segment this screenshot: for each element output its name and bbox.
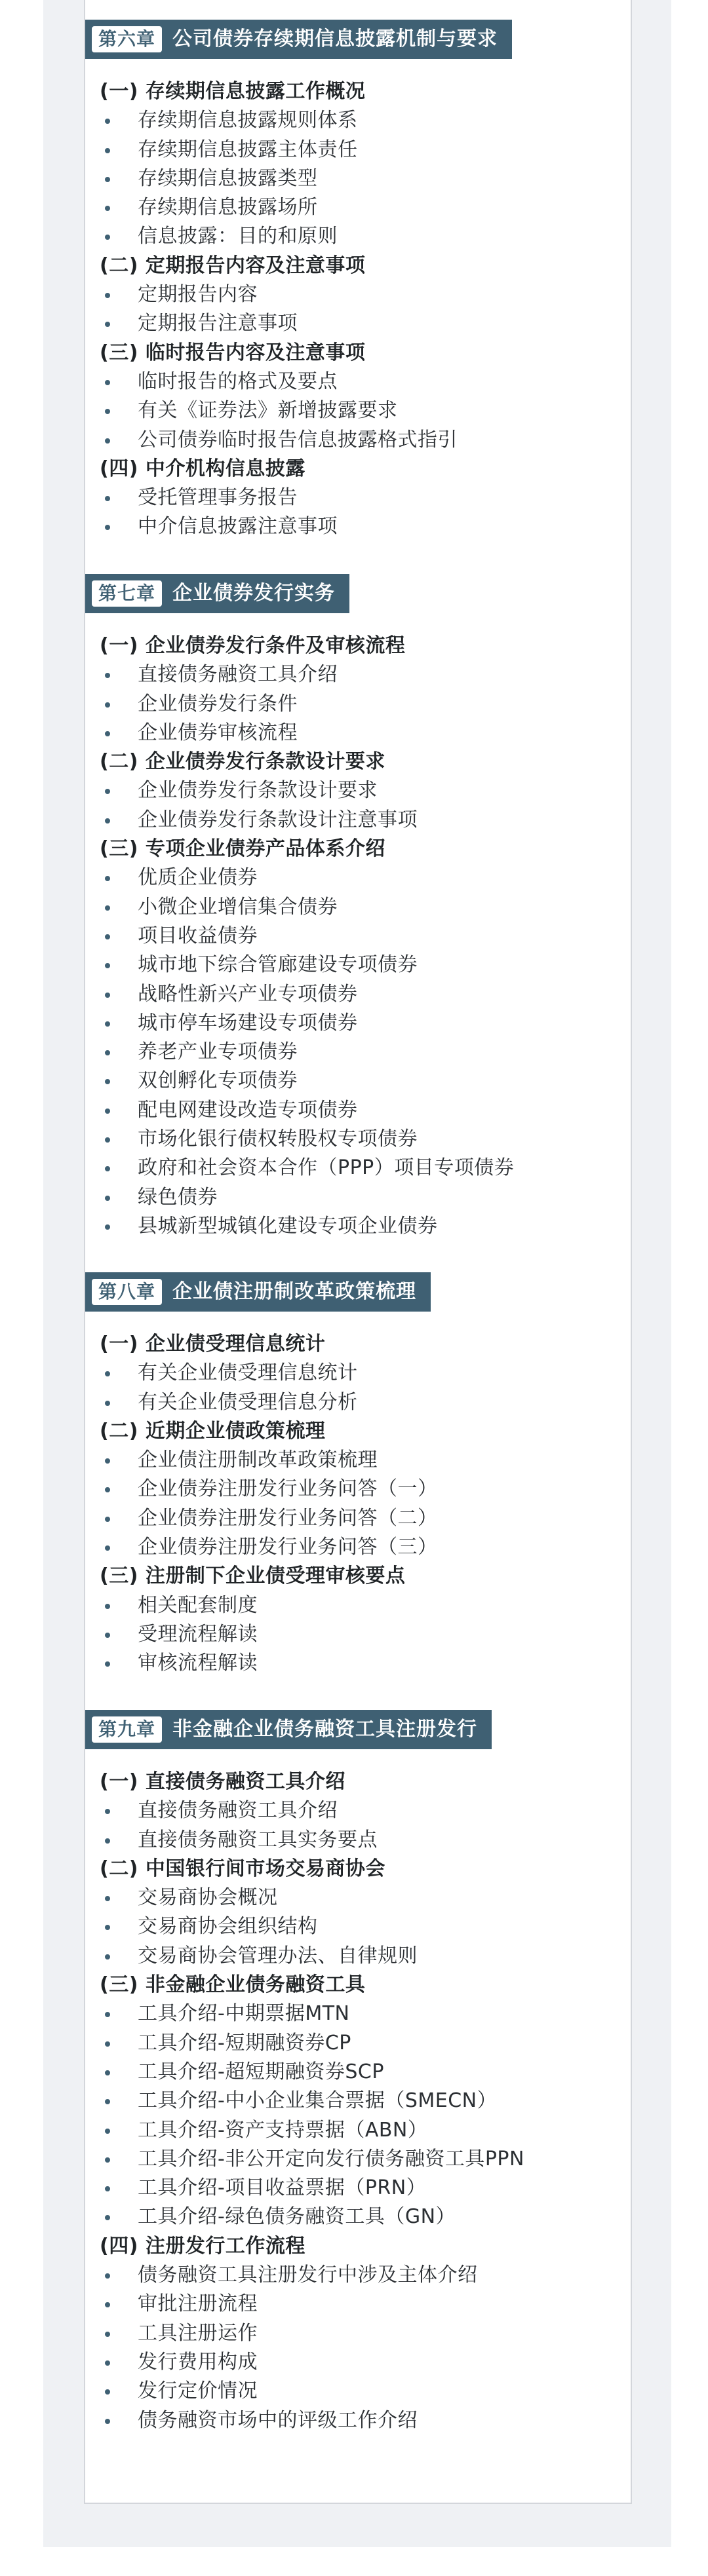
list-item-text: 企业债券发行条款设计要求: [138, 779, 378, 803]
list-item: [100, 690, 633, 719]
list-item: [100, 1038, 633, 1067]
list-item-text: 企业债券发行条件: [138, 692, 298, 715]
bullet-icon: [105, 1224, 110, 1230]
list-item-text: 优质企业债券: [138, 866, 258, 890]
list-item: [100, 1096, 633, 1125]
chapter-banner: [85, 1710, 492, 1749]
bullet-icon: [105, 1633, 110, 1638]
bullet-icon: [105, 496, 110, 501]
list-item-text: 战略性新兴产业专项债券: [138, 982, 358, 1006]
list-item-text: 城市停车场建设专项债券: [138, 1011, 358, 1034]
bullet-icon: [105, 206, 110, 211]
chapter-title: 企业债券发行实务: [172, 582, 336, 605]
bullet-icon: [105, 1050, 110, 1055]
list-item: [100, 2087, 633, 2115]
bullet-icon: [105, 2186, 110, 2191]
list-item: [100, 2348, 633, 2377]
list-item-text: 项目收益债券: [138, 924, 258, 947]
bullet-icon: [105, 1487, 110, 1492]
bullet-icon: [105, 1108, 110, 1114]
section-heading: (二) 中国银行间市场交易商协会: [100, 1857, 385, 1880]
bullet-icon: [105, 905, 110, 911]
bullet-icon: [105, 1954, 110, 1960]
list-item-text: 定期报告注意事项: [138, 312, 298, 335]
list-item-text: 相关配套制度: [138, 1593, 258, 1617]
list-item-text: 企业债券注册发行业务问答（一）: [138, 1477, 438, 1501]
bullet-icon: [105, 1458, 110, 1464]
bullet-icon: [105, 2419, 110, 2424]
bullet-icon: [105, 2360, 110, 2366]
list-item: [100, 922, 633, 951]
list-item: [100, 1504, 633, 1533]
list-item-text: 城市地下综合管廊建设专项债券: [138, 953, 418, 977]
bullet-icon: [105, 1604, 110, 1609]
list-item: [100, 660, 633, 689]
bullet-icon: [105, 438, 110, 444]
bullet-icon: [105, 2041, 110, 2047]
list-item-text: 中介信息披露注意事项: [138, 515, 338, 539]
list-item-text: 存续期信息披露场所: [138, 196, 318, 219]
list-item-text: 定期报告内容: [138, 283, 258, 307]
list-item: [100, 2319, 633, 2348]
list-item: [100, 1388, 633, 1417]
list-item: [100, 980, 633, 1009]
list-item: [100, 1009, 633, 1038]
content-card: [84, 0, 632, 2504]
list-item: [100, 776, 633, 805]
list-item: [100, 2116, 633, 2145]
list-item: [100, 951, 633, 979]
list-item: [100, 106, 633, 135]
list-item: [100, 164, 633, 193]
list-item-text: 有关企业债受理信息分析: [138, 1390, 358, 1414]
chapter-6: [85, 20, 633, 542]
list-item-text: 交易商协会概况: [138, 1886, 278, 1910]
chapter-title: 企业债注册制改革政策梳理: [172, 1280, 417, 1303]
chapter-9: [85, 1710, 633, 2435]
list-item: [100, 309, 633, 338]
list-item-text: 配电网建设改造专项债券: [138, 1098, 358, 1122]
list-item: [100, 1999, 633, 2028]
list-item: [100, 1183, 633, 1212]
chapter-banner: [85, 574, 349, 613]
list-item: [100, 1620, 633, 1649]
list-item-text: 工具介绍-非公开定向发行债务融资工具PPN: [138, 2147, 524, 2170]
bullet-icon: [105, 934, 110, 939]
section-heading: (二) 定期报告内容及注意事项: [100, 254, 366, 277]
bullet-icon: [105, 963, 110, 968]
bullet-icon: [105, 2332, 110, 2337]
bullet-icon: [105, 177, 110, 182]
bullet-icon: [105, 818, 110, 824]
chapter-7: [85, 574, 633, 1241]
list-item: [100, 2377, 633, 2406]
list-item-text: 审批注册流程: [138, 2292, 258, 2316]
list-item-text: 企业债券注册发行业务问答（三）: [138, 1536, 438, 1559]
chapter-tag: 第六章: [92, 26, 162, 52]
list-item: [100, 396, 633, 425]
bullet-icon: [105, 1401, 110, 1406]
list-item: [100, 719, 633, 748]
bullet-icon: [105, 293, 110, 298]
list-item-text: 发行费用构成: [138, 2350, 258, 2374]
chapter-banner: [85, 20, 512, 59]
bullet-icon: [105, 380, 110, 385]
chapter-outline: [85, 1330, 633, 1678]
bullet-icon: [105, 876, 110, 881]
list-item: [100, 193, 633, 222]
bullet-icon: [105, 1838, 110, 1844]
list-item: [100, 2174, 633, 2203]
list-item-text: 有关《证券法》新增披露要求: [138, 399, 398, 423]
bullet-icon: [105, 2215, 110, 2220]
list-item: [100, 1212, 633, 1241]
bullet-icon: [105, 1661, 110, 1667]
section-heading: (二) 近期企业债政策梳理: [100, 1419, 326, 1443]
bullet-icon: [105, 2012, 110, 2017]
section-heading: (三) 注册制下企业债受理审核要点: [100, 1564, 406, 1588]
list-item-text: 审核流程解读: [138, 1652, 258, 1675]
list-item-text: 存续期信息披露主体责任: [138, 138, 358, 161]
list-item: [100, 1154, 633, 1183]
bullet-icon: [105, 1196, 110, 1201]
list-item: [100, 2203, 633, 2231]
list-item: [100, 863, 633, 892]
list-item: [100, 1125, 633, 1154]
list-item: [100, 806, 633, 835]
list-item-text: 直接债务融资工具介绍: [138, 1799, 338, 1823]
list-item-text: 受托管理事务报告: [138, 486, 298, 510]
list-item-text: 工具介绍-短期融资券CP: [138, 2031, 351, 2055]
section-heading: (四) 中介机构信息披露: [100, 457, 305, 480]
list-item: [100, 2145, 633, 2174]
bullet-icon: [105, 1137, 110, 1143]
bullet-icon: [105, 235, 110, 240]
chapter-title: 非金融企业债务融资工具注册发行: [172, 1718, 478, 1741]
list-item-text: 工具介绍-中小企业集合票据（SMECN）: [138, 2089, 498, 2113]
list-item-text: 临时报告的格式及要点: [138, 369, 338, 393]
chapter-title: 公司债券存续期信息披露机制与要求: [172, 28, 498, 50]
bullet-icon: [105, 2070, 110, 2075]
list-item: [100, 2029, 633, 2058]
list-item-text: 交易商协会管理办法、自律规则: [138, 1944, 418, 1967]
bullet-icon: [105, 1079, 110, 1084]
bullet-icon: [105, 1166, 110, 1171]
bullet-icon: [105, 993, 110, 998]
list-item-text: 绿色债券: [138, 1185, 218, 1209]
bullet-icon: [105, 2157, 110, 2163]
list-item: [100, 1826, 633, 1855]
list-item: [100, 136, 633, 164]
bullet-icon: [105, 119, 110, 124]
chapter-outline: [85, 1768, 633, 2435]
list-item: [100, 1446, 633, 1475]
list-item: [100, 2290, 633, 2319]
bullet-icon: [105, 1925, 110, 1930]
section-heading: (二) 企业债券发行条款设计要求: [100, 750, 385, 774]
list-item: [100, 512, 633, 541]
bullet-icon: [105, 702, 110, 708]
list-item: [100, 893, 633, 922]
chapter-tag: 第八章: [92, 1279, 162, 1305]
chapter-banner: [85, 1272, 431, 1312]
list-item: [100, 2406, 633, 2435]
list-item: [100, 222, 633, 251]
list-item-text: 公司债券临时报告信息披露格式指引: [138, 428, 458, 451]
list-item: [100, 1067, 633, 1095]
list-item-text: 小微企业增信集合债券: [138, 895, 338, 919]
chapter-8: [85, 1272, 633, 1678]
list-item-text: 信息披露：目的和原则: [138, 225, 338, 248]
list-item: [100, 1359, 633, 1388]
chapter-tag: 第九章: [92, 1716, 162, 1743]
list-item-text: 县城新型城镇化建设专项企业债券: [138, 1214, 438, 1238]
list-item: [100, 483, 633, 512]
section-heading: (三) 临时报告内容及注意事项: [100, 341, 366, 364]
bullet-icon: [105, 731, 110, 736]
bullet-icon: [105, 1896, 110, 1901]
bullet-icon: [105, 2129, 110, 2134]
list-item-text: 有关企业债受理信息统计: [138, 1361, 358, 1385]
bullet-icon: [105, 2389, 110, 2395]
bullet-icon: [105, 1545, 110, 1551]
list-item-text: 企业债券审核流程: [138, 721, 298, 744]
bullet-icon: [105, 2302, 110, 2307]
list-item-text: 直接债务融资工具介绍: [138, 663, 338, 687]
bullet-icon: [105, 1021, 110, 1027]
bullet-icon: [105, 789, 110, 794]
list-item-text: 工具注册运作: [138, 2321, 258, 2345]
list-item-text: 工具介绍-项目收益票据（PRN）: [138, 2176, 427, 2200]
bullet-icon: [105, 525, 110, 530]
list-item-text: 工具介绍-绿色债务融资工具（GN）: [138, 2205, 456, 2229]
section-heading: (一) 企业债受理信息统计: [100, 1333, 326, 1355]
section-heading: (一) 企业债券发行条件及审核流程: [100, 634, 406, 657]
list-item-text: 债务融资工具注册发行中涉及主体介绍: [138, 2263, 478, 2287]
chapter-outline: [85, 77, 633, 542]
list-item: [100, 2261, 633, 2290]
list-item: [100, 426, 633, 455]
list-item: [100, 1942, 633, 1971]
list-item-text: 存续期信息披露类型: [138, 166, 318, 190]
list-item: [100, 1884, 633, 1912]
bullet-icon: [105, 1809, 110, 1814]
chapter-outline: [85, 632, 633, 1241]
list-item: [100, 368, 633, 396]
list-item-text: 企业债券注册发行业务问答（二）: [138, 1506, 438, 1530]
bullet-icon: [105, 322, 110, 327]
section-heading: (一) 存续期信息披露工作概况: [100, 80, 366, 103]
list-item-text: 养老产业专项债券: [138, 1040, 298, 1064]
list-item-text: 政府和社会资本合作（PPP）项目专项债券: [138, 1156, 515, 1180]
list-item: [100, 1591, 633, 1620]
section-heading: (三) 非金融企业债务融资工具: [100, 1973, 366, 1997]
list-item: [100, 1796, 633, 1825]
list-item: [100, 1649, 633, 1678]
section-heading: (三) 专项企业债券产品体系介绍: [100, 837, 385, 861]
bullet-icon: [105, 2273, 110, 2279]
list-item-text: 存续期信息披露规则体系: [138, 109, 358, 132]
bullet-icon: [105, 673, 110, 678]
list-item-text: 双创孵化专项债券: [138, 1069, 298, 1093]
section-heading: (四) 注册发行工作流程: [100, 2234, 305, 2258]
list-item: [100, 1533, 633, 1562]
list-item-text: 债务融资市场中的评级工作介绍: [138, 2408, 418, 2432]
list-item-text: 交易商协会组织结构: [138, 1915, 318, 1939]
list-item: [100, 2058, 633, 2087]
list-item-text: 工具介绍-超短期融资券SCP: [138, 2060, 384, 2083]
list-item-text: 发行定价情况: [138, 2379, 258, 2403]
list-item: [100, 1912, 633, 1941]
bullet-icon: [105, 1517, 110, 1522]
bullet-icon: [105, 2099, 110, 2104]
list-item-text: 直接债务融资工具实务要点: [138, 1828, 378, 1851]
list-item: [100, 1475, 633, 1504]
bullet-icon: [105, 1371, 110, 1376]
list-item-text: 企业债注册制改革政策梳理: [138, 1449, 378, 1472]
list-item: [100, 280, 633, 309]
section-heading: (一) 直接债务融资工具介绍: [100, 1770, 345, 1793]
list-item-text: 市场化银行债权转股权专项债券: [138, 1127, 418, 1151]
bullet-icon: [105, 148, 110, 153]
list-item-text: 企业债券发行条款设计注意事项: [138, 808, 418, 831]
list-item-text: 工具介绍-中期票据MTN: [138, 2002, 350, 2026]
list-item-text: 工具介绍-资产支持票据（ABN）: [138, 2118, 428, 2142]
list-item-text: 受理流程解读: [138, 1622, 258, 1646]
bullet-icon: [105, 409, 110, 414]
chapter-tag: 第七章: [92, 580, 162, 607]
